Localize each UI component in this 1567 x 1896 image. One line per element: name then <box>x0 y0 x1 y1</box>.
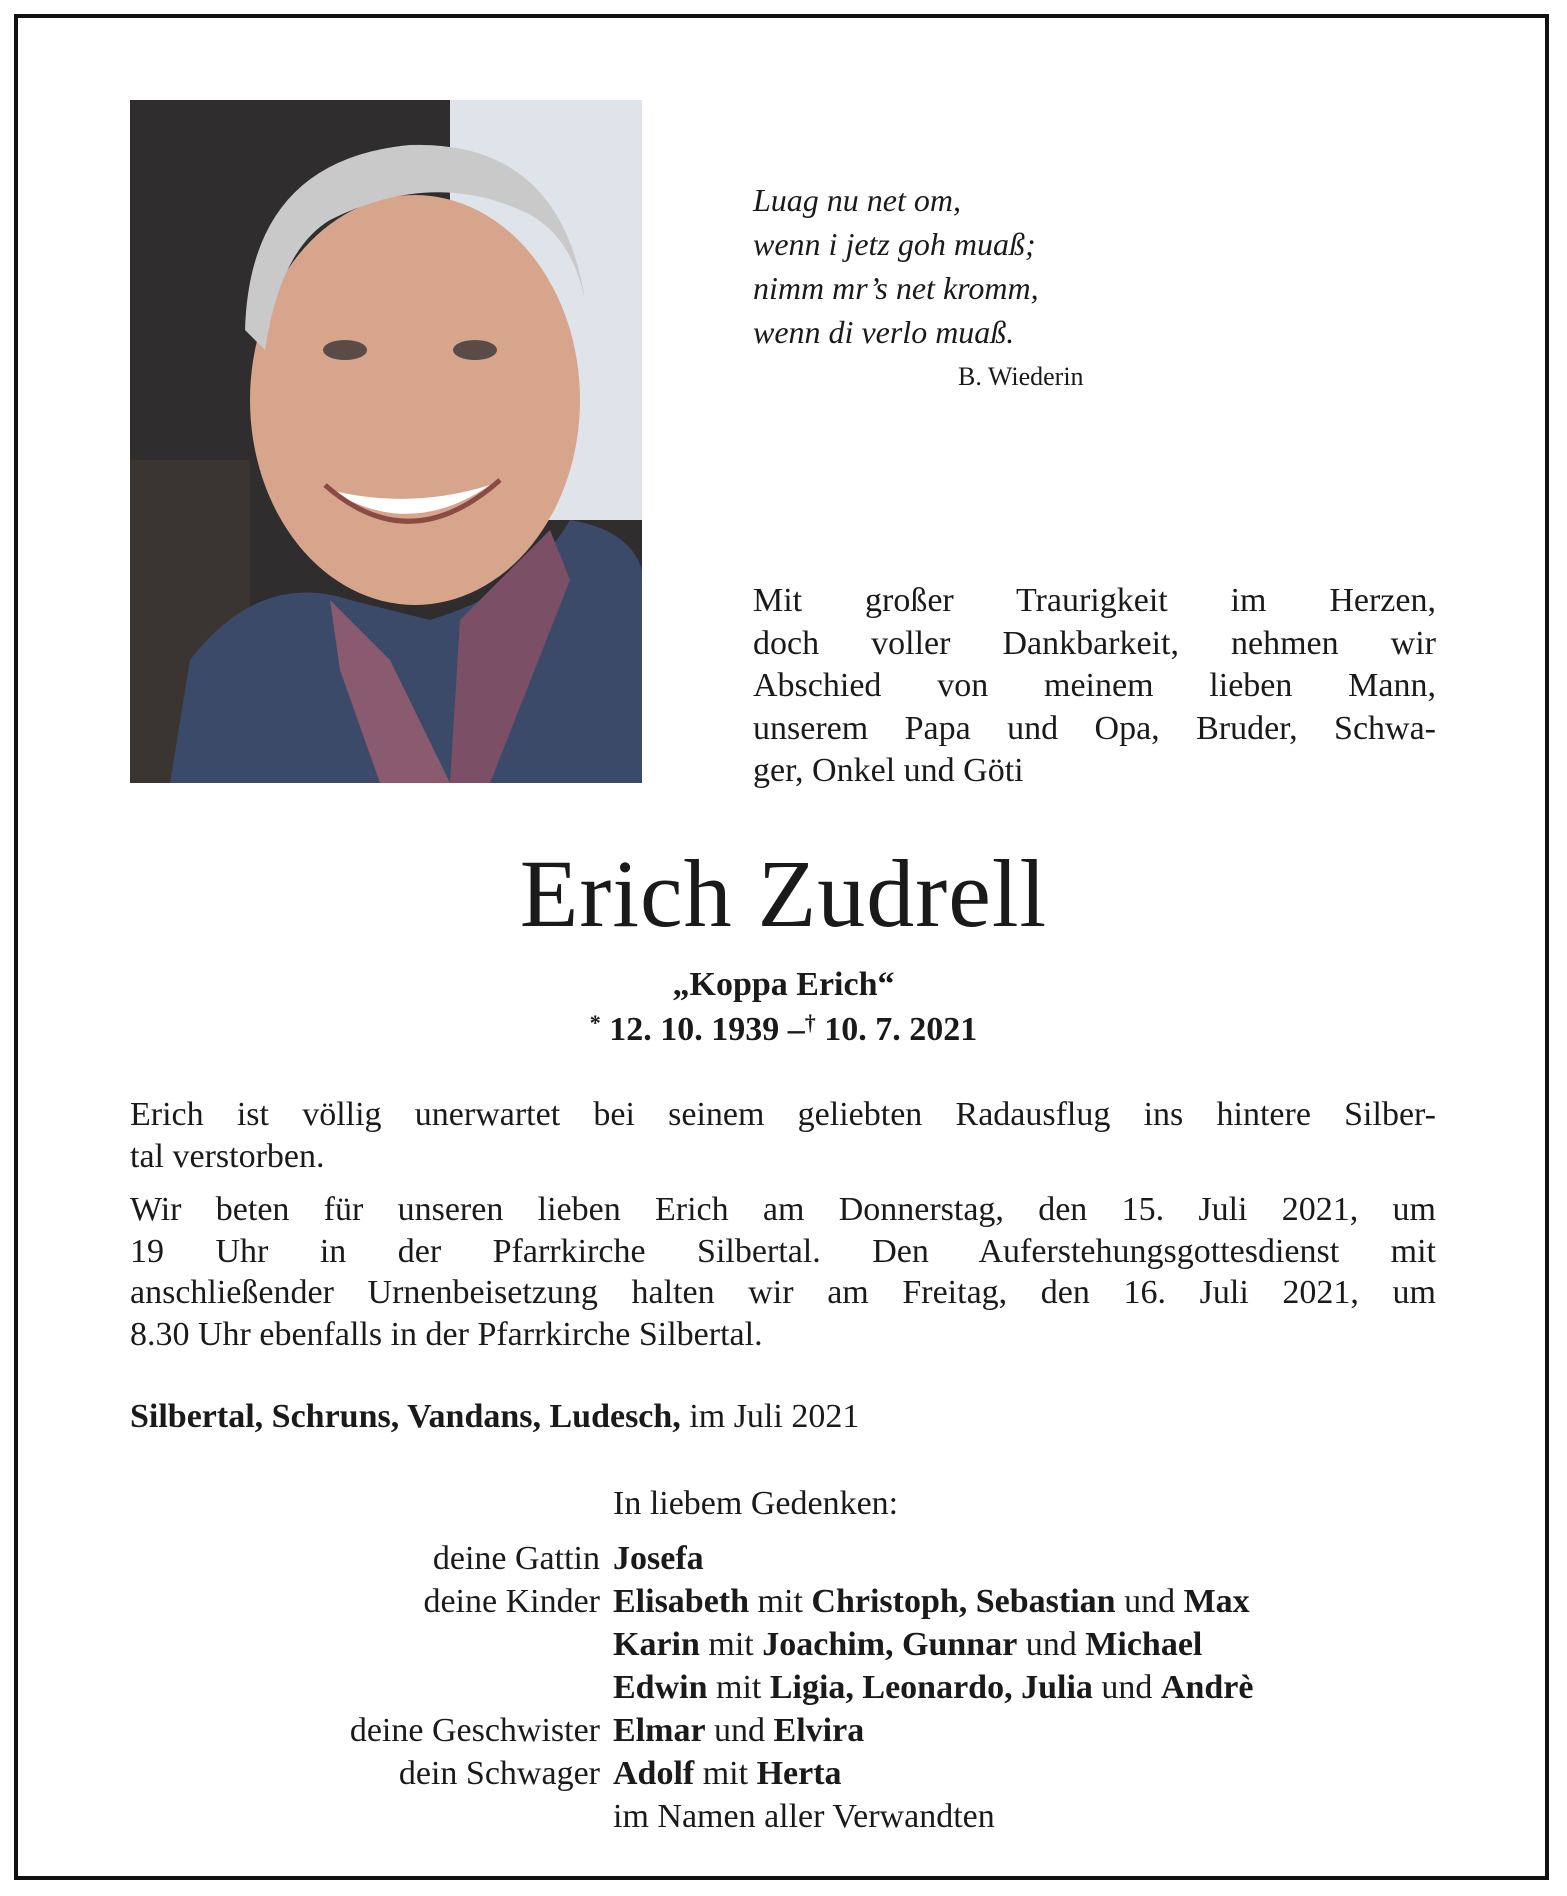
deceased-name: Erich Zudrell <box>519 840 1048 947</box>
poem-line: wenn di verlo muaß. <box>753 314 1015 350</box>
family-row-siblings <box>200 1709 1500 1752</box>
body-line: anschließender Urnenbeisetzung halten wir am Freitag, den 16. Juli 2021, um <box>130 1274 1436 1311</box>
grandchild-name: Michael <box>1085 1626 1203 1663</box>
family-row-children <box>200 1580 1500 1623</box>
connector: und <box>714 1712 766 1749</box>
poem-line: nimm mr’s net kromm, <box>753 270 1039 306</box>
partner-name: Herta <box>756 1755 842 1792</box>
deceased-nickname: „Koppa Erich“ <box>672 966 895 1003</box>
memory-label: In liebem Gedenken: <box>613 1485 899 1522</box>
sibling-name: Elvira <box>773 1712 865 1749</box>
obituary-body <box>130 1094 1436 1367</box>
intro-line: doch voller Dankbarkeit, nehmen wir <box>753 624 1436 662</box>
intro-line: Mit großer Traurigkeit im Herzen, <box>753 582 1436 619</box>
family-row-closing <box>200 1795 1500 1838</box>
wife-name: Josefa <box>613 1540 704 1577</box>
connector: und <box>1124 1583 1176 1620</box>
relation-label: dein Schwager <box>398 1755 600 1792</box>
death-symbol: † <box>804 1010 816 1035</box>
intro-line: unserem Papa und Opa, Bruder, Schwa- <box>753 709 1436 747</box>
grandchild-name: Andrè <box>1160 1669 1254 1706</box>
poem-line: wenn i jetz goh muaß; <box>753 226 1036 262</box>
notice-date: im Juli 2021 <box>689 1398 860 1435</box>
portrait-photo <box>130 100 642 783</box>
brother-in-law-name: Adolf <box>613 1755 695 1792</box>
body-line: Wir beten für unseren lieben Erich am Donnerstag, den 15. Juli 2021, um <box>130 1191 1436 1228</box>
connector: mit <box>716 1669 762 1706</box>
family-row-child <box>200 1623 1500 1666</box>
birth-symbol: * <box>589 1010 601 1035</box>
connector: und <box>1025 1626 1077 1663</box>
poem <box>753 178 1039 354</box>
connector: und <box>1101 1669 1153 1706</box>
body-line: 19 Uhr in der Pfarrkirche Silbertal. Den Auferstehungsgottesdienst mit <box>130 1232 1436 1270</box>
connector: mit <box>702 1755 749 1792</box>
locations: Silbertal, Schruns, Vandans, Ludesch, <box>130 1398 681 1435</box>
relation-label: deine Gattin <box>432 1540 600 1577</box>
paragraph-1 <box>130 1094 1436 1177</box>
grandchild-name: Max <box>1183 1583 1250 1620</box>
paragraph-2 <box>130 1189 1436 1355</box>
child-name: Karin <box>613 1626 700 1663</box>
family-row-brother-in-law <box>200 1752 1500 1795</box>
grandchildren-names: Christoph, Sebastian <box>811 1583 1116 1620</box>
family-row-wife <box>200 1537 1500 1580</box>
child-name: Edwin <box>613 1669 708 1706</box>
sibling-name: Elmar <box>613 1712 706 1749</box>
intro-text <box>753 580 1436 793</box>
body-line: 8.30 Uhr ebenfalls in der Pfarrkirche Silbertal. <box>130 1315 763 1353</box>
family-list <box>200 1537 1500 1838</box>
grandchildren-names: Joachim, Gunnar <box>762 1626 1018 1663</box>
relation-label: deine Kinder <box>423 1583 600 1620</box>
connector: mit <box>708 1626 754 1663</box>
body-line: tal verstorben. <box>130 1137 325 1175</box>
grandchildren-names: Ligia, Leonardo, Julia <box>769 1669 1093 1706</box>
body-line: Erich ist völlig unerwartet bei seinem geliebten Radausflug ins hintere Silber- <box>130 1096 1436 1133</box>
intro-line: ger, Onkel und Göti <box>753 752 1024 789</box>
life-dates <box>0 1010 1567 1049</box>
poem-author: B. Wiederin <box>958 362 1084 391</box>
relation-label: deine Geschwister <box>349 1712 600 1749</box>
child-name: Elisabeth <box>613 1583 750 1620</box>
date-separator: – <box>787 1011 805 1048</box>
intro-line: Abschied von meinem lieben Mann, <box>753 667 1436 704</box>
birth-date: 12. 10. 1939 <box>609 1011 780 1048</box>
poem-line: Luag nu net om, <box>753 182 961 218</box>
connector: mit <box>757 1583 803 1620</box>
death-date: 10. 7. 2021 <box>824 1011 978 1048</box>
closing-line: im Namen aller Verwandten <box>613 1798 995 1835</box>
family-row-child <box>200 1666 1500 1709</box>
place-and-date <box>130 1398 859 1436</box>
